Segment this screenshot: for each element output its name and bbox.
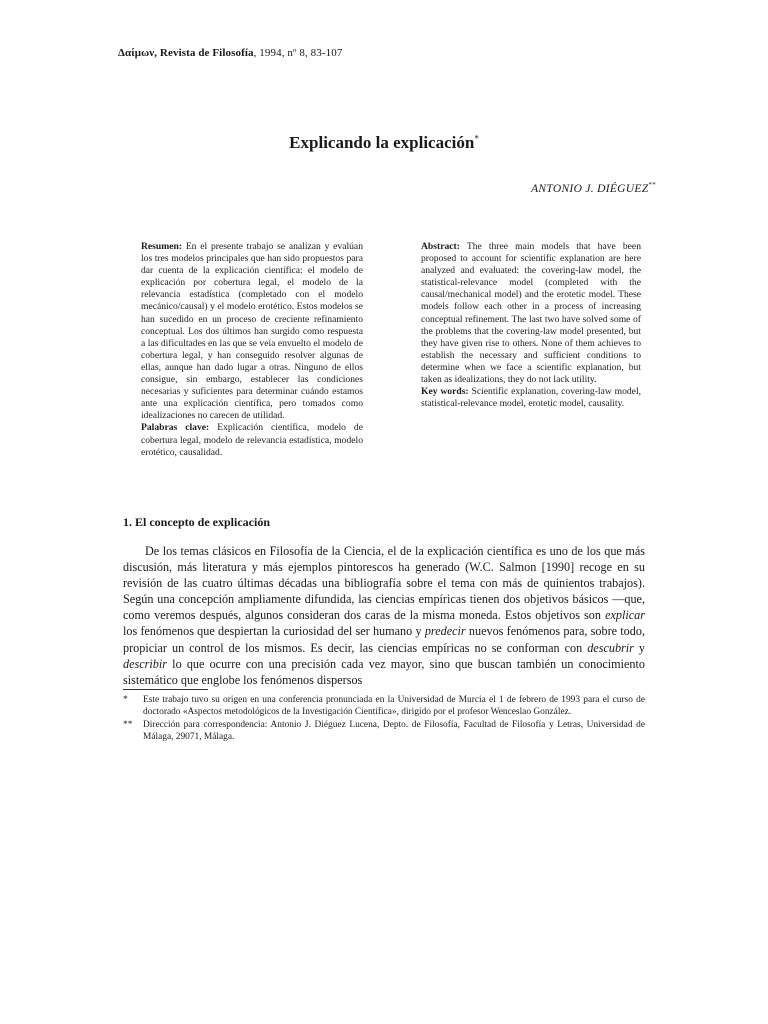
body-text-run: nuevos fenómenos para, sobre todo, propiciar un control de los mismos. Es decir, las ciencias empíricas no se conforman con	[123, 624, 645, 655]
footnote-text: Dirección para correspondencia: Antonio J. Diéguez Lucena, Depto. de Filosofía, Facultad de Filosofía y Letras, Universidad de Málaga, 29071, Málaga.	[143, 720, 645, 742]
resumen-paragraph	[141, 241, 363, 422]
article-title-text: Explicando la explicación	[289, 133, 475, 152]
footnotes	[123, 695, 645, 745]
resumen-label: Resumen:	[141, 241, 183, 252]
abstract-paragraph	[421, 241, 641, 386]
body-emphasis: explicar	[605, 608, 645, 623]
palabras-clave-paragraph	[141, 422, 363, 458]
section-heading: 1. El concepto de explicación	[123, 515, 270, 529]
abstract-label: Abstract:	[421, 241, 460, 252]
footnote-text: Este trabajo tuvo su origen en una conferencia pronunciada en la Universidad de Murcia el 1 de febrero de 1993 para el curso de doctorado «Aspectos metodológicos de la Investigación Científica», dirigido por el profesor Wenceslao González.	[143, 695, 645, 717]
palabras-clave-label: Palabras clave:	[141, 422, 210, 434]
resumen-text: En el presente trabajo se analizan y evalúan los tres modelos principales que han sido propuestos para dar cuenta de la explicación científica: el modelo de explicación por cobertura legal, el modelo de la relevancia estadística (completado con el modelo mecánico/causal) y el modelo erotético. Estos modelos se han sucedido en un proceso de creciente refinamiento conceptual. Los dos últimos han surgido como respuesta a las dificultades en las que se veía envuelto el modelo de cobertura legal, y han conseguido resolver algunas de ellas, aunque han dado lugar a otras. Ninguno de ellos consigue, sin embargo, establecer las condiciones necesarias y suficientes para determinar cuándo estamos ante una explicación científica, pero tomados como idealizaciones no carecen de utilidad.	[141, 241, 363, 422]
author-line	[531, 181, 656, 195]
footnote-item	[123, 720, 645, 743]
key-words-paragraph	[421, 386, 641, 410]
article-title	[0, 133, 768, 153]
palabras-clave-text: Explicación científica, modelo de cobertura legal, modelo de relevancia estadística, modelo erotético, causalidad.	[141, 422, 363, 458]
journal-citation: , 1994, nº 8, 83-107	[253, 47, 343, 59]
body-emphasis: descubrir	[587, 640, 634, 655]
abstract-english	[421, 241, 641, 410]
body-text-run: y	[633, 640, 646, 655]
body-emphasis: predecir	[424, 624, 466, 639]
abstract-spanish	[141, 241, 363, 459]
running-header	[118, 47, 342, 59]
body-emphasis: describir	[123, 656, 168, 671]
journal-name: Δαίμων, Revista de Filosofía	[118, 47, 254, 59]
key-words-text: Scientific explanation, covering-law model, statistical-relevance model, erotetic model, causality.	[421, 386, 642, 410]
body-paragraph	[123, 543, 645, 688]
footnote-item	[123, 695, 645, 718]
author-footnote-mark: **	[648, 181, 656, 189]
footnote-mark: **	[123, 720, 133, 731]
author-name: ANTONIO J. DIÉGUEZ	[531, 182, 649, 195]
footnote-divider	[123, 689, 208, 690]
footnote-mark: *	[123, 695, 128, 705]
abstract-text: The three main models that have been proposed to account for scientific explanation are here analyzed and evaluated: the covering-law model, the statistical-relevance model (completed with the causal/mechanical model) and the erotetic model. These models follow each other in a process of increasing conceptual refinement. The last two have solved some of the problems that the covering-law model presented, but they have given rise to others. None of them achieves to establish the necessary and sufficient conditions to determine when we face a scientific explanation, but taken as idealizations, they do not lack utility.	[421, 241, 641, 386]
title-footnote-mark: *	[474, 133, 479, 144]
body-text-run: los fenómenos que despiertan la curiosidad del ser humano y	[123, 624, 425, 639]
key-words-label: Key words:	[421, 386, 469, 398]
body-text-run: De los temas clásicos en Filosofía de la Ciencia, el de la explicación científica es uno de los que más discusión, más literatura y más ejemplos pintorescos ha generado (W.C. Salmon [1990] recoge en su revisión de las cuatro últimas décadas una bibliografía sobre el tema con más de quinientos trabajos). Según una concepción ampliamente difundida, las ciencias empíricas tienen dos objetivos básicos —que, como veremos después, algunos consideran dos caras de la misma moneda. Estos objetivos son	[123, 544, 645, 623]
body-text-run: lo que ocurre con una precisión cada vez mayor, sino que buscan también un conocimiento sistemático que englobe los fenómenos dispersos	[123, 656, 645, 687]
